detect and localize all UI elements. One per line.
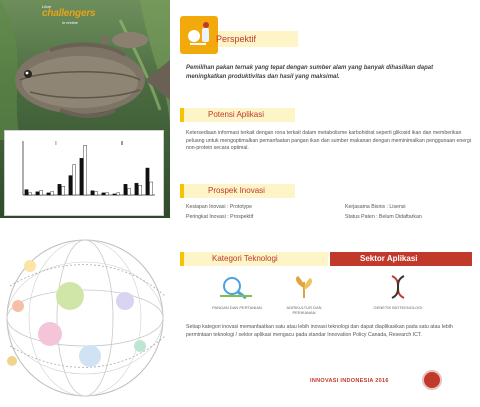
challengers-badge	[42, 4, 124, 26]
chart-bar	[102, 193, 105, 195]
prospek-item: Peringkat Inovasi : Prospektif	[186, 214, 254, 220]
globe-node-icon	[79, 345, 101, 367]
dna-icon	[368, 274, 428, 300]
prospek-item: Status Paten : Belum Didaftarkan	[345, 214, 422, 220]
prospek-header	[180, 184, 295, 198]
chart-bar	[128, 189, 131, 195]
chart-group-label: II	[120, 141, 124, 147]
category-agriculture-fishery: AGRIKULTUR DAN PERIKANAN	[276, 274, 332, 315]
chart-bars	[25, 145, 153, 195]
chart-bar	[139, 185, 142, 195]
category-food-agriculture: PANGAN DAN PERTANIAN	[212, 274, 262, 310]
potensi-text: Ketersediaan informasi terkait dengan rona terkait dalam metabolisme karbohidrat seperti glikosid ikan dan memberikan peluang untuk mengoptimalkan pemanfaatan pangan ikan dan sumber makanan dengan meminimalkan penggunaan energi non-protein secara optimal.	[186, 130, 471, 151]
lab-flask-icon	[180, 16, 218, 54]
category-genetic-biotech: GENETIK BIOTEKNOLOGI	[368, 274, 428, 310]
chart-bar	[84, 145, 87, 195]
chart-bar	[29, 193, 32, 195]
chart-bar	[40, 191, 43, 195]
chart-svg	[5, 131, 163, 215]
chart-bar	[95, 192, 98, 195]
bar-chart	[4, 130, 164, 216]
kategori-title: Kategori Teknologi	[212, 254, 278, 263]
chart-bar	[80, 158, 83, 195]
sektor-title: Sektor Aplikasi	[360, 254, 418, 263]
globe-node-icon	[24, 260, 36, 272]
globe-network-graphic	[0, 226, 170, 407]
chart-bar	[106, 193, 109, 195]
sektor-header	[330, 252, 472, 266]
chart-bar	[51, 192, 54, 195]
chart-bar	[150, 182, 153, 195]
chart-bar	[113, 194, 116, 195]
perspektif-header	[180, 16, 300, 56]
badge-sub-text: in review	[62, 20, 78, 25]
chart-bar	[124, 184, 127, 195]
chart-bar	[117, 193, 120, 195]
brand-logo-icon	[422, 370, 442, 390]
globe-node-icon	[116, 292, 134, 310]
chart-bar	[36, 192, 39, 195]
kategori-header	[180, 252, 328, 266]
globe-node-icon	[12, 300, 24, 312]
perspektif-text: Pemilihan pakan ternak yang tepat dengan sumber alam yang banyak dihasilkan dapat meningkatkan produktivitas dan hasil yang maksimal.	[186, 65, 434, 80]
chart-bar	[146, 168, 149, 195]
globe-node-icon	[56, 282, 84, 310]
chart-bar	[25, 190, 28, 195]
globe-illustration	[0, 226, 170, 407]
plant-icon	[276, 274, 332, 300]
chart-group-label: I	[55, 141, 57, 147]
chart-bar	[135, 183, 138, 195]
chart-bar	[73, 165, 76, 195]
chart-bar	[69, 176, 72, 195]
kategori-note: Setiap kategori inovasi memanfaatkan satu atau lebih inovasi teknologi dan dapat diaplikasikan pada satu atau lebih permintaan teknologi / sektor aplikasi mengacu pada standar Innovation Policy Canada, Research ICT.	[186, 324, 453, 338]
chart-bar	[58, 184, 61, 195]
fish-photo	[0, 0, 170, 218]
chart-bar	[47, 193, 50, 195]
chart-bar	[62, 186, 65, 195]
potensi-title: Potensi Aplikasi	[208, 110, 265, 119]
badge-title: challengers	[42, 8, 96, 19]
potensi-header	[180, 108, 295, 122]
globe-node-icon	[7, 356, 17, 366]
footer-brand-text: INNOVASI INDONESIA 2016	[310, 378, 389, 384]
badge-small-text: Lihat	[42, 4, 51, 9]
prospek-title: Prospek Inovasi	[208, 186, 265, 195]
prospek-item: Kerjasama Bisnis : Lisensi	[345, 204, 406, 210]
globe-node-icon	[134, 340, 146, 352]
chart-bar	[91, 191, 94, 195]
globe-node-icon	[38, 322, 62, 346]
microscope-icon	[212, 274, 262, 300]
prospek-item: Kesiapan Inovasi : Prototype	[186, 204, 253, 210]
perspektif-title: Perspektif	[216, 34, 257, 44]
